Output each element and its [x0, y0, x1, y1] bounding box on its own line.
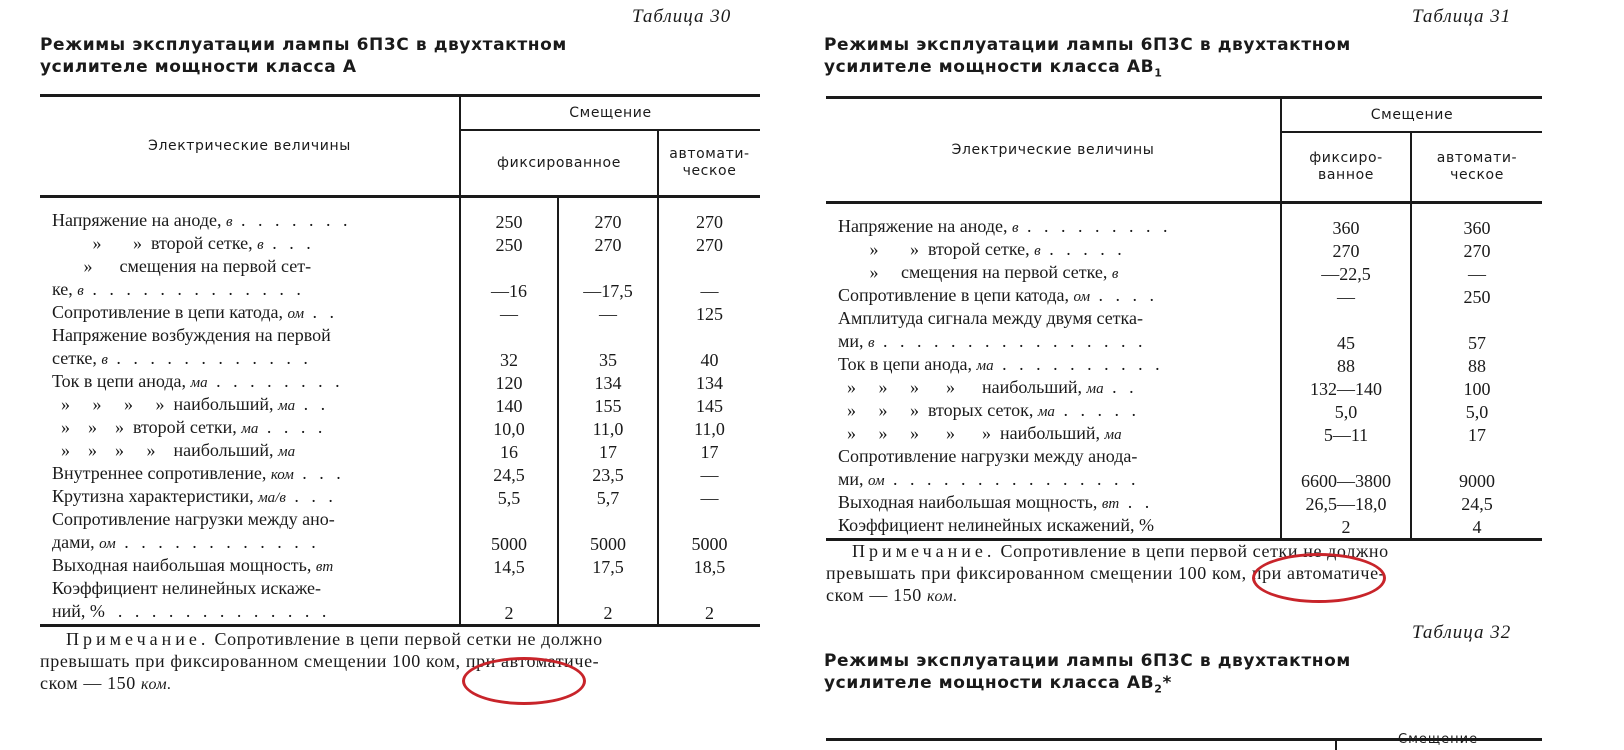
- row-label-text: дами,: [52, 532, 100, 552]
- row-value: [558, 578, 658, 601]
- table-row: [40, 555, 760, 578]
- row-value: 4: [1411, 515, 1542, 540]
- table-row: [40, 440, 760, 463]
- note-lead: Примечание.: [66, 629, 210, 649]
- row-leader-dots: . . . . .: [1040, 239, 1126, 259]
- caption-line: усилителе мощности класса А: [40, 57, 357, 77]
- table-caption: [824, 34, 1351, 84]
- row-label-text: Внутреннее сопротивление,: [52, 463, 271, 483]
- row-label-text: » » » вторых сеток,: [838, 400, 1038, 420]
- header-auto: [1411, 132, 1542, 203]
- row-label: [40, 394, 460, 417]
- row-label: [40, 256, 460, 279]
- row-label: [40, 509, 460, 532]
- caption-text: усилителе мощности класса АВ: [824, 57, 1155, 77]
- row-leader-dots: . .: [1103, 377, 1138, 397]
- row-value: —16: [460, 279, 558, 302]
- table-body: [40, 197, 760, 626]
- row-value: 2: [1281, 515, 1411, 540]
- row-label: [40, 555, 460, 578]
- caption-line: [824, 56, 1351, 84]
- table-row: [40, 348, 760, 371]
- row-unit: ком: [270, 467, 294, 483]
- caption-line: [824, 672, 1351, 700]
- row-value: 5,7: [558, 486, 658, 509]
- row-label: [826, 400, 1281, 423]
- row-leader-dots: . . . . .: [1054, 400, 1140, 420]
- row-value: 17,5: [558, 555, 658, 578]
- table-caption: [40, 34, 567, 78]
- row-value: 88: [1281, 354, 1411, 377]
- row-value: 5000: [558, 532, 658, 555]
- row-unit: в: [101, 352, 108, 368]
- row-value: 2: [460, 601, 558, 626]
- table-row: [40, 486, 760, 509]
- row-value: 250: [1411, 285, 1542, 308]
- table-row: [826, 400, 1542, 423]
- table-row: [826, 239, 1542, 262]
- row-value: 100: [1411, 377, 1542, 400]
- row-value: 18,5: [658, 555, 760, 578]
- caption-line: Режимы эксплуатации лампы 6П3С в двухтактном: [40, 35, 567, 55]
- row-value: 250: [460, 210, 558, 233]
- table-row: [826, 423, 1542, 446]
- row-value: [658, 256, 760, 279]
- row-leader-dots: . . . . . . . . . . . . . . .: [884, 469, 1140, 489]
- note-text: ском — 150: [826, 585, 927, 605]
- row-value: 5,5: [460, 486, 558, 509]
- note-unit: ком.: [140, 676, 172, 693]
- row-value: —22,5: [1281, 262, 1411, 285]
- row-value: 270: [1411, 239, 1542, 262]
- row-value: 24,5: [1411, 492, 1542, 515]
- row-label-text: ми,: [838, 331, 869, 351]
- table-row: [826, 285, 1542, 308]
- row-value: 145: [658, 394, 760, 417]
- table-row: [826, 331, 1542, 354]
- note-text: Сопротивление в цепи первой сетки не должно: [995, 541, 1389, 561]
- table-row: [40, 233, 760, 256]
- row-label-text: ми,: [838, 469, 869, 489]
- next-table-header-fragment: Смещение: [1398, 732, 1479, 747]
- caption-line: Режимы эксплуатации лампы 6П3С в двухтактном: [824, 651, 1351, 671]
- note-lead: Примечание.: [852, 541, 996, 561]
- row-value: 11,0: [658, 417, 760, 440]
- row-value: [558, 509, 658, 532]
- row-value: 5,0: [1411, 400, 1542, 423]
- row-label: [40, 279, 460, 302]
- row-unit: ма: [278, 444, 296, 460]
- row-label-text: » » » » » наибольший,: [838, 423, 1105, 443]
- row-label-text: » » второй сетке,: [52, 233, 258, 253]
- row-leader-dots: . . . . . . . . . .: [993, 354, 1164, 374]
- row-label-text: » смещения на первой сетке,: [838, 262, 1112, 282]
- row-label: [826, 239, 1281, 262]
- row-value: 5,0: [1281, 400, 1411, 423]
- row-leader-dots: . .: [1119, 492, 1154, 512]
- row-label-text: » » » » наибольший,: [52, 394, 278, 414]
- table-row: [40, 325, 760, 348]
- row-value: 5000: [658, 532, 760, 555]
- row-leader-dots: . . . . . . . . . . . .: [107, 348, 312, 368]
- row-label-text: Выходная наибольшая мощность,: [838, 492, 1102, 512]
- row-value: 88: [1411, 354, 1542, 377]
- row-leader-dots: . . . . . . . . . . . . .: [83, 279, 305, 299]
- row-value: 270: [1281, 239, 1411, 262]
- row-unit: ма: [190, 375, 208, 391]
- row-label: [40, 348, 460, 371]
- row-label-text: » » второй сетке,: [838, 239, 1035, 259]
- header-fixed-line: ванное: [1318, 167, 1374, 183]
- row-unit: ма: [976, 358, 994, 374]
- row-label: [826, 308, 1281, 331]
- row-value: [558, 256, 658, 279]
- row-label: [40, 371, 460, 394]
- table-note: [826, 540, 1542, 608]
- row-label: [40, 532, 460, 555]
- table-row: [826, 492, 1542, 515]
- row-value: 17: [558, 440, 658, 463]
- table-row: [826, 354, 1542, 377]
- table-row: [40, 210, 760, 233]
- row-unit: ма: [1086, 381, 1104, 397]
- row-value: —: [1411, 262, 1542, 285]
- note-text: ском — 150: [40, 673, 141, 693]
- table-row: [40, 371, 760, 394]
- caption-text: усилителе мощности класса АВ: [824, 673, 1155, 693]
- row-leader-dots: . . . . . . . . .: [1018, 216, 1172, 236]
- next-table-number: Таблица 32: [1412, 622, 1512, 643]
- row-value: 2: [658, 601, 760, 626]
- row-value: [658, 509, 760, 532]
- row-value: [460, 256, 558, 279]
- row-value: 40: [658, 348, 760, 371]
- row-value: [460, 509, 558, 532]
- row-value: [460, 325, 558, 348]
- row-value: [658, 578, 760, 601]
- row-label-text: Сопротивление нагрузки между анода-: [838, 446, 1138, 466]
- row-value: 26,5—18,0: [1281, 492, 1411, 515]
- row-leader-dots: . . .: [263, 233, 315, 253]
- table-row: [40, 532, 760, 555]
- row-value: —: [558, 302, 658, 325]
- row-label: [826, 285, 1281, 308]
- note-highlight: 100 ком,: [1178, 563, 1247, 583]
- row-value: [1281, 308, 1411, 331]
- row-label-text: ний, %: [52, 601, 110, 621]
- note-text: Сопротивление в цепи первой сетки не должно: [209, 629, 603, 649]
- row-value: 17: [658, 440, 760, 463]
- row-value: 5000: [460, 532, 558, 555]
- row-leader-dots: . .: [304, 302, 339, 322]
- row-value: —17,5: [558, 279, 658, 302]
- row-label-text: сетке,: [52, 348, 102, 368]
- table-note: [40, 628, 756, 696]
- table-row: [826, 262, 1542, 285]
- row-label-text: » смещения на первой сет-: [52, 256, 312, 276]
- row-value: 132—140: [1281, 377, 1411, 400]
- page-left: [0, 0, 812, 747]
- row-label-text: Коэффициент нелинейных искаже-: [52, 578, 322, 598]
- header-auto-line: ческое: [682, 163, 737, 179]
- table-row: [826, 216, 1542, 239]
- row-label-text: » » » » наибольший,: [838, 377, 1087, 397]
- row-label: [826, 354, 1281, 377]
- row-value: 10,0: [460, 417, 558, 440]
- operating-modes-table: [40, 94, 760, 627]
- row-label: [826, 377, 1281, 400]
- row-label-text: Напряжение возбуждения на первой: [52, 325, 331, 345]
- header-quantities: Электрические величины: [40, 96, 460, 197]
- row-value: 35: [558, 348, 658, 371]
- table-body: [826, 203, 1542, 540]
- row-value: 125: [658, 302, 760, 325]
- header-bias: Смещение: [1281, 98, 1542, 133]
- row-value: 2: [558, 601, 658, 626]
- row-value: —: [1281, 285, 1411, 308]
- header-fixed: фиксированное: [460, 130, 658, 197]
- header-bias: Смещение: [460, 96, 760, 131]
- note-text: превышать при фиксированном смещении: [826, 563, 1179, 583]
- row-value: 270: [558, 233, 658, 256]
- row-label-text: Крутизна характеристики,: [52, 486, 259, 506]
- highlight-circle: [1252, 553, 1386, 603]
- row-unit: ом: [99, 536, 116, 552]
- row-leader-dots: . . . . . . . . . . . . .: [109, 601, 331, 621]
- row-label-text: Напряжение на аноде,: [838, 216, 1012, 236]
- row-value: 270: [558, 210, 658, 233]
- row-unit: вт: [1101, 496, 1120, 512]
- row-label: [40, 463, 460, 486]
- caption-subscript: 1: [1154, 66, 1163, 80]
- row-value: 360: [1281, 216, 1411, 239]
- row-unit: ом: [287, 306, 305, 322]
- row-label: [40, 440, 460, 463]
- next-table-caption: [824, 650, 1351, 700]
- row-label-text: Сопротивление нагрузки между ано-: [52, 509, 335, 529]
- row-unit: ма: [241, 421, 259, 437]
- row-value: [1281, 446, 1411, 469]
- row-value: 155: [558, 394, 658, 417]
- header-auto-line: ческое: [1450, 167, 1504, 183]
- row-value: 270: [658, 210, 760, 233]
- row-value: 5—11: [1281, 423, 1411, 446]
- header-auto-line: автомати-: [1436, 150, 1518, 166]
- row-value: 11,0: [558, 417, 658, 440]
- row-value: 16: [460, 440, 558, 463]
- row-leader-dots: . . . .: [1090, 285, 1159, 305]
- row-unit: в: [868, 335, 875, 351]
- table-row: [40, 578, 760, 601]
- note-highlight: 100 ком,: [392, 651, 461, 671]
- table-row: [40, 302, 760, 325]
- table-row: [40, 601, 760, 626]
- row-value: 45: [1281, 331, 1411, 354]
- row-value: —: [658, 463, 760, 486]
- table-row: [826, 515, 1542, 540]
- row-value: 270: [658, 233, 760, 256]
- row-unit: ма: [278, 398, 296, 414]
- next-table-divider: [1335, 738, 1337, 750]
- table-row: [40, 509, 760, 532]
- page-right: [812, 0, 1624, 747]
- row-leader-dots: . . . . . . .: [232, 210, 352, 230]
- row-label: [40, 233, 460, 256]
- row-label-text: Ток в цепи анода,: [52, 371, 191, 391]
- row-value: —: [658, 486, 760, 509]
- row-value: —: [460, 302, 558, 325]
- row-label: [40, 210, 460, 233]
- row-leader-dots: . .: [295, 394, 330, 414]
- row-unit: в: [1034, 243, 1041, 259]
- row-value: 360: [1411, 216, 1542, 239]
- note-text: при автоматиче-: [1246, 563, 1386, 583]
- header-auto: [658, 130, 760, 197]
- row-value: 134: [658, 371, 760, 394]
- row-value: [558, 325, 658, 348]
- row-label-text: Выходная наибольшая мощность,: [52, 555, 316, 575]
- row-unit: в: [1011, 220, 1019, 236]
- table-row: [40, 279, 760, 302]
- row-label: [826, 515, 1281, 540]
- row-label: [40, 486, 460, 509]
- row-label: [40, 601, 460, 626]
- row-unit: ма: [1037, 404, 1055, 420]
- table-row: [40, 394, 760, 417]
- row-value: [1411, 446, 1542, 469]
- row-label: [826, 331, 1281, 354]
- table-row: [826, 469, 1542, 492]
- row-label-text: » » » второй сетки,: [52, 417, 242, 437]
- row-unit: в: [225, 214, 233, 230]
- table-row: [826, 308, 1542, 331]
- row-label: [826, 423, 1281, 446]
- row-value: [460, 578, 558, 601]
- row-label: [826, 216, 1281, 239]
- note-text: при автоматиче-: [460, 651, 600, 671]
- note-text: превышать при фиксированном смещении: [40, 651, 393, 671]
- row-leader-dots: . . . . . . . . . . . .: [115, 532, 320, 552]
- highlight-circle: [462, 657, 586, 705]
- row-value: 120: [460, 371, 558, 394]
- row-value: 14,5: [460, 555, 558, 578]
- row-unit: в: [1111, 266, 1119, 282]
- row-unit: в: [257, 237, 264, 253]
- row-label: [826, 469, 1281, 492]
- row-leader-dots: . . . .: [258, 417, 327, 437]
- row-value: [1411, 308, 1542, 331]
- row-unit: ма/в: [258, 490, 286, 506]
- row-value: —: [658, 279, 760, 302]
- caption-line: Режимы эксплуатации лампы 6П3С в двухтактном: [824, 35, 1351, 55]
- row-value: 24,5: [460, 463, 558, 486]
- row-value: 9000: [1411, 469, 1542, 492]
- row-label: [826, 492, 1281, 515]
- row-label: [826, 446, 1281, 469]
- row-label-text: Напряжение на аноде,: [52, 210, 226, 230]
- caption-footnote-mark: *: [1162, 673, 1172, 693]
- table-row: [40, 417, 760, 440]
- row-label: [40, 417, 460, 440]
- table-number: Таблица 30: [632, 6, 732, 27]
- table-row: [40, 256, 760, 279]
- row-value: 250: [460, 233, 558, 256]
- header-fixed: [1281, 132, 1411, 203]
- row-unit: ом: [1073, 289, 1091, 305]
- row-label: [40, 578, 460, 601]
- row-unit: ом: [868, 473, 885, 489]
- row-value: 140: [460, 394, 558, 417]
- row-unit: в: [77, 283, 84, 299]
- row-leader-dots: . . . . . . . .: [207, 371, 344, 391]
- row-label-text: Сопротивление в цепи катода,: [838, 285, 1074, 305]
- row-value: 6600—3800: [1281, 469, 1411, 492]
- row-leader-dots: . . .: [293, 463, 345, 483]
- row-value: 32: [460, 348, 558, 371]
- table-row: [40, 463, 760, 486]
- row-label-text: Ток в цепи анода,: [838, 354, 977, 374]
- row-leader-dots: . . .: [285, 486, 337, 506]
- row-label-text: Сопротивление в цепи катода,: [52, 302, 288, 322]
- row-label-text: Коэффициент нелинейных искажений, %: [838, 515, 1159, 535]
- header-quantities: Электрические величины: [826, 98, 1281, 203]
- operating-modes-table: [826, 96, 1542, 541]
- caption-subscript: 2: [1154, 682, 1163, 696]
- row-label: [826, 262, 1281, 285]
- note-unit: ком.: [926, 588, 958, 605]
- row-value: 23,5: [558, 463, 658, 486]
- row-label-text: » » » » наибольший,: [52, 440, 278, 460]
- header-auto-line: автомати-: [669, 146, 750, 162]
- row-value: [658, 325, 760, 348]
- row-label-text: Амплитуда сигнала между двумя сетка-: [838, 308, 1144, 328]
- table-number: Таблица 31: [1412, 6, 1512, 27]
- row-label: [40, 325, 460, 348]
- row-leader-dots: . . . . . . . . . . . . . . . .: [874, 331, 1147, 351]
- row-label: [40, 302, 460, 325]
- header-fixed-line: фиксиро-: [1309, 150, 1383, 166]
- row-value: 17: [1411, 423, 1542, 446]
- table-row: [826, 377, 1542, 400]
- table-row: [826, 446, 1542, 469]
- row-unit: ма: [1104, 427, 1122, 443]
- row-value: 57: [1411, 331, 1542, 354]
- row-unit: вт: [315, 559, 334, 575]
- row-value: 134: [558, 371, 658, 394]
- row-label-text: ке,: [52, 279, 78, 299]
